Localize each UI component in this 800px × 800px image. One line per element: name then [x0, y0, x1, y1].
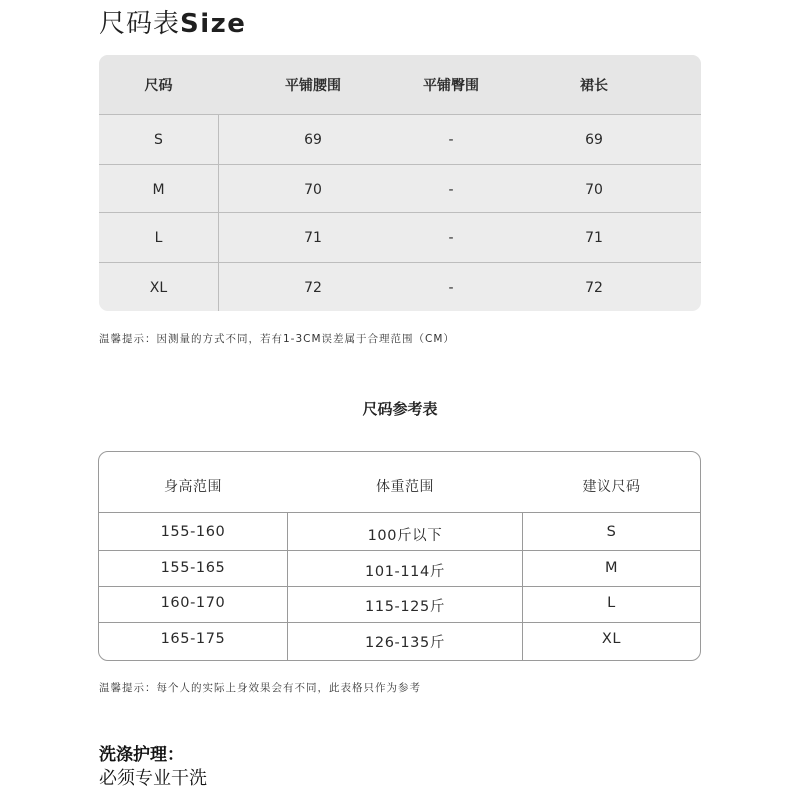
cell-weight: 101-114斤 [365, 564, 445, 580]
cell-hip: - [448, 229, 454, 246]
cell-weight: 126-135斤 [365, 635, 445, 651]
cell-hip: - [448, 181, 454, 198]
cell-length: 69 [585, 131, 603, 148]
size-table [99, 55, 701, 311]
cell-height: 165-175 [160, 631, 226, 647]
cell-size: XL [149, 279, 168, 296]
header-weight: 体重范围 [376, 479, 434, 495]
reference-table-title: 尺码参考表 [362, 400, 438, 418]
cell-size: XL [601, 631, 622, 647]
cell-waist: 69 [304, 131, 322, 148]
cell-hip: - [448, 279, 454, 296]
care-text: 必须专业干洗 [99, 768, 207, 789]
reference-note: 温馨提示：每个人的实际上身效果会有不同，此表格只作为参考 [99, 682, 421, 694]
cell-weight: 100斤以下 [367, 528, 443, 544]
cell-waist: 71 [304, 229, 322, 246]
divider [99, 586, 700, 587]
header-length: 裙长 [580, 78, 608, 94]
header-size: 尺码 [144, 78, 173, 94]
header-recommended-size: 建议尺码 [582, 479, 641, 495]
size-table-header [99, 55, 701, 115]
header-hip: 平铺臀围 [423, 78, 479, 94]
cell-waist: 70 [304, 181, 322, 198]
table-row [99, 263, 701, 311]
divider [99, 512, 700, 513]
page-title-en: Size [180, 9, 247, 39]
cell-size: M [152, 181, 165, 198]
page-title [99, 6, 246, 42]
cell-height: 155-165 [160, 560, 226, 576]
table-row [99, 165, 701, 214]
divider [99, 622, 700, 623]
cell-size: S [154, 131, 163, 148]
care-title: 洗涤护理： [99, 745, 184, 765]
reference-table [98, 451, 701, 661]
cell-size: S [606, 524, 617, 540]
cell-height: 160-170 [160, 595, 226, 611]
cell-weight: 115-125斤 [365, 599, 445, 615]
size-note: 温馨提示：因测量的方式不同，若有1-3CM误差属于合理范围（CM） [99, 333, 455, 345]
cell-waist: 72 [304, 279, 322, 296]
table-row [99, 213, 701, 262]
divider [99, 550, 700, 551]
cell-size: L [607, 595, 616, 611]
cell-length: 71 [585, 229, 603, 246]
table-row [99, 115, 701, 164]
cell-hip: - [448, 131, 454, 148]
cell-size: L [154, 229, 163, 246]
header-height: 身高范围 [164, 479, 222, 495]
cell-length: 70 [585, 181, 603, 198]
page-title-cn: 尺码表 [99, 9, 181, 39]
header-waist: 平铺腰围 [285, 78, 341, 94]
cell-length: 72 [585, 279, 603, 296]
cell-height: 155-160 [160, 524, 226, 540]
cell-size: M [604, 560, 619, 576]
